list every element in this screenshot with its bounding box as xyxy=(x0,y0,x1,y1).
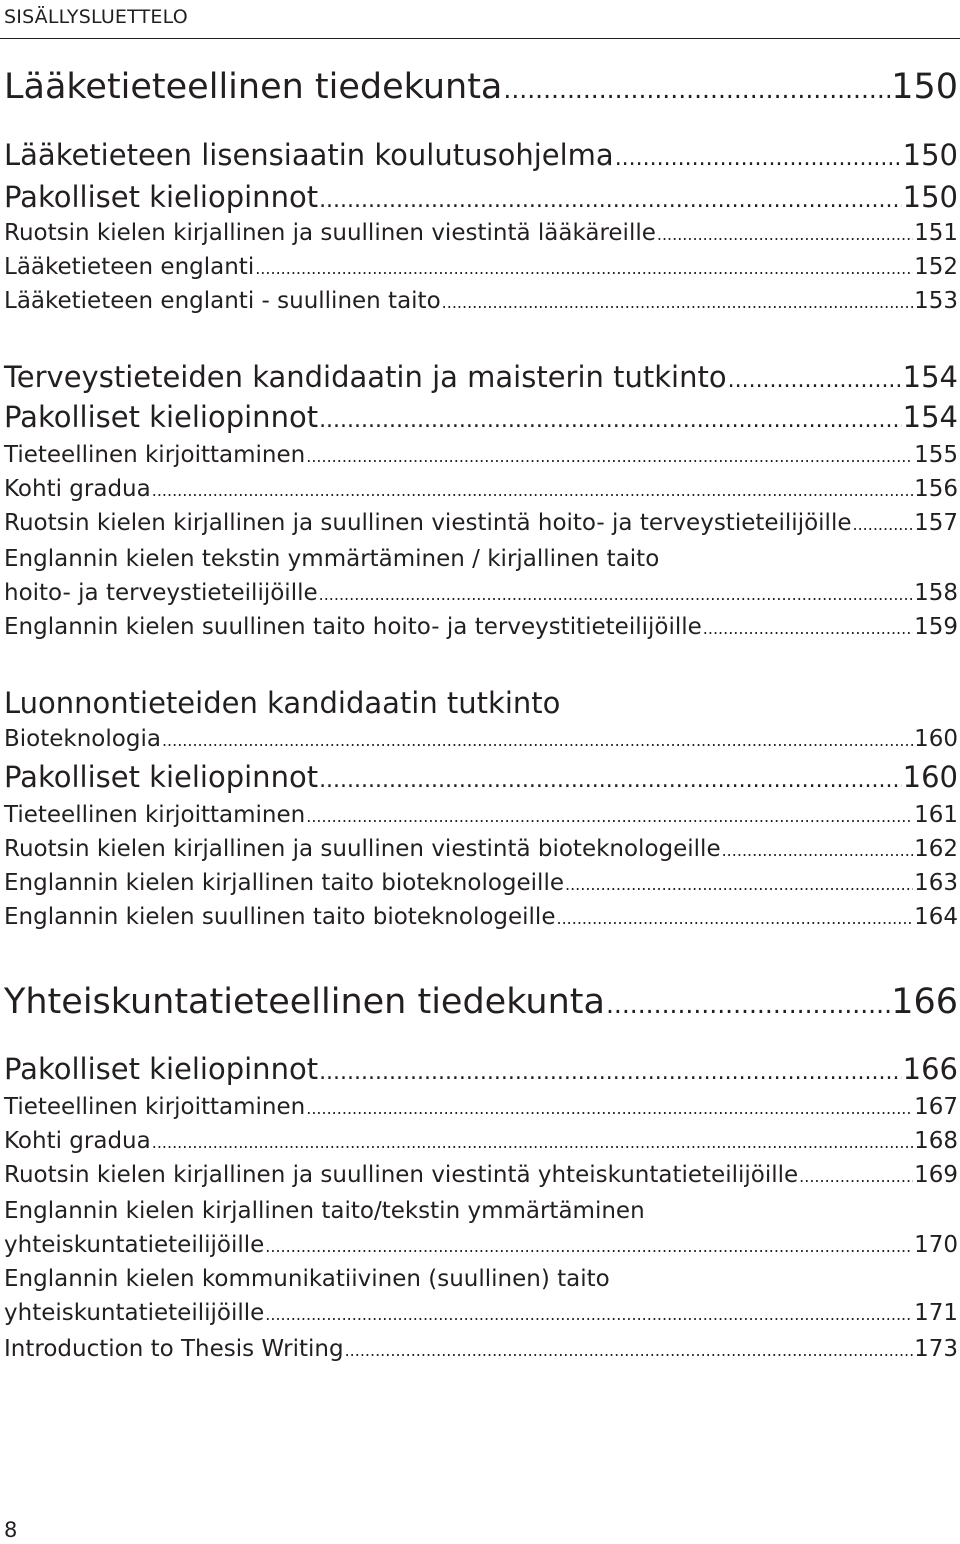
toc-entry-tieteellinen-3[interactable] xyxy=(4,1094,958,1120)
dot-leader xyxy=(853,515,914,534)
toc-entry-title: Kohti gradua xyxy=(4,476,151,502)
toc-entry-title: Ruotsin kielen kirjallinen ja suullinen viestintä yhteiskuntatieteilijöille xyxy=(4,1162,799,1188)
header-rule xyxy=(0,38,960,39)
dot-leader xyxy=(503,75,890,104)
toc-entry-page: 161 xyxy=(914,802,958,828)
toc-entry-bioteknologia[interactable] xyxy=(4,726,958,752)
toc-entry-ruotsi-bio[interactable] xyxy=(4,836,958,862)
dot-leader xyxy=(306,447,913,466)
dot-leader xyxy=(442,293,913,312)
toc-entry-title: Tieteellinen kirjoittaminen xyxy=(4,802,306,828)
toc-entry-page: 171 xyxy=(914,1300,958,1326)
toc-entry-title: Lääketieteen englanti - suullinen taito xyxy=(4,288,441,314)
toc-entry-title: Introduction to Thesis Writing xyxy=(4,1336,344,1362)
toc-entry-line: Englannin kielen kirjallinen taito/tekstin ymmärtäminen xyxy=(4,1198,645,1224)
toc-entry-pakolliset-4[interactable] xyxy=(4,1052,958,1086)
toc-entry-page: 154 xyxy=(902,400,958,434)
toc-entry-page: 162 xyxy=(914,836,958,862)
toc-entry-page: 167 xyxy=(914,1094,958,1120)
dot-leader xyxy=(152,1133,913,1152)
toc-entry-pakolliset-2[interactable] xyxy=(4,400,958,434)
dot-leader xyxy=(306,1099,913,1118)
toc-entry-page: 150 xyxy=(902,138,958,172)
toc-entry-title: Pakolliset kieliopinnot xyxy=(4,180,319,214)
toc-entry-title: Tieteellinen kirjoittaminen xyxy=(4,442,306,468)
toc-entry-page: 157 xyxy=(914,510,958,536)
dot-leader xyxy=(319,585,913,604)
toc-entry-lisensiaatti[interactable] xyxy=(4,138,958,172)
dot-leader xyxy=(657,225,913,244)
toc-entry-faculty-social[interactable] xyxy=(4,982,958,1022)
toc-entry-pakolliset-3[interactable] xyxy=(4,760,958,794)
toc-entry-page: 150 xyxy=(891,67,958,107)
toc-entry-englanti-kommunikatiivinen[interactable] xyxy=(4,1300,958,1326)
toc-entry-page: 151 xyxy=(914,220,958,246)
toc-entry-laaketieteen-englanti[interactable] xyxy=(4,254,958,280)
toc-entry-page: 153 xyxy=(914,288,958,314)
dot-leader xyxy=(319,1060,902,1085)
toc-entry-title: Englannin kielen suullinen taito hoito- ja terveystitieteilijöille xyxy=(4,614,702,640)
toc-entry-page: 166 xyxy=(891,982,958,1022)
toc-entry-pakolliset-1[interactable] xyxy=(4,180,958,214)
toc-entry-title: Kohti gradua xyxy=(4,1128,151,1154)
toc-entry-title: Englannin kielen suullinen taito bioteknologeille xyxy=(4,904,556,930)
toc-entry-englanti-suullinen[interactable] xyxy=(4,288,958,314)
toc-entry-englanti-suullinen-hoito[interactable] xyxy=(4,614,958,640)
toc-entry-page: 160 xyxy=(914,726,958,752)
dot-leader xyxy=(255,259,913,278)
dot-leader xyxy=(345,1341,914,1360)
toc-entry-faculty-medicine[interactable] xyxy=(4,67,958,107)
toc-entry-title: Lääketieteellinen tiedekunta xyxy=(4,67,503,107)
section-header: SISÄLLYSLUETTELO xyxy=(4,6,188,28)
toc-entry-ruotsi-yhteiskunta[interactable] xyxy=(4,1162,958,1188)
toc-entry-title: Yhteiskuntatieteellinen tiedekunta xyxy=(4,982,605,1022)
toc-entry-tieteellinen-1[interactable] xyxy=(4,442,958,468)
dot-leader xyxy=(319,768,902,793)
toc-heading-luonnontieteet: Luonnontieteiden kandidaatin tutkinto xyxy=(4,686,561,720)
toc-entry-title: Ruotsin kielen kirjallinen ja suullinen viestintä lääkäreille xyxy=(4,220,656,246)
toc-entry-title: Lääketieteen lisensiaatin koulutusohjelma xyxy=(4,138,614,172)
toc-entry-page: 159 xyxy=(914,614,958,640)
toc-entry-page: 152 xyxy=(914,254,958,280)
toc-entry-englanti-teksti-hoito[interactable] xyxy=(4,580,958,606)
toc-entry-page: 156 xyxy=(914,476,958,502)
dot-leader xyxy=(265,1237,913,1256)
toc-entry-title: yhteiskuntatieteilijöille xyxy=(4,1232,265,1258)
dot-leader xyxy=(565,875,913,894)
toc-entry-title: hoito- ja terveystieteilijöille xyxy=(4,580,318,606)
toc-entry-page: 155 xyxy=(914,442,958,468)
dot-leader xyxy=(556,909,913,928)
toc-entry-thesis-writing[interactable] xyxy=(4,1336,958,1362)
dot-leader xyxy=(306,807,913,826)
toc-entry-title: Pakolliset kieliopinnot xyxy=(4,760,319,794)
toc-entry-page: 150 xyxy=(902,180,958,214)
dot-leader xyxy=(152,481,913,500)
toc-entry-page: 154 xyxy=(902,360,958,394)
dot-leader xyxy=(162,731,913,750)
dot-leader xyxy=(319,408,902,433)
toc-entry-ruotsi-hoito[interactable] xyxy=(4,510,958,536)
toc-entry-page: 170 xyxy=(914,1232,958,1258)
page-number: 8 xyxy=(4,1518,18,1542)
toc-entry-title: yhteiskuntatieteilijöille xyxy=(4,1300,265,1326)
toc-entry-englanti-kirjallinen-bio[interactable] xyxy=(4,870,958,896)
dot-leader xyxy=(606,990,890,1019)
toc-entry-ruotsi-laakarit[interactable] xyxy=(4,220,958,246)
toc-entry-title: Pakolliset kieliopinnot xyxy=(4,400,319,434)
toc-entry-title: Ruotsin kielen kirjallinen ja suullinen viestintä bioteknologeille xyxy=(4,836,721,862)
toc-entry-page: 173 xyxy=(914,1336,958,1362)
toc-entry-tieteellinen-2[interactable] xyxy=(4,802,958,828)
toc-entry-title: Englannin kielen kirjallinen taito bioteknologeille xyxy=(4,870,564,896)
toc-entry-page: 168 xyxy=(914,1128,958,1154)
toc-entry-title: Lääketieteen englanti xyxy=(4,254,255,280)
toc-entry-title: Terveystieteiden kandidaatin ja maisterin tutkinto xyxy=(4,360,727,394)
toc-entry-englanti-kirjallinen-yhteiskunta[interactable] xyxy=(4,1232,958,1258)
dot-leader xyxy=(728,368,902,393)
toc-entry-page: 158 xyxy=(914,580,958,606)
toc-entry-englanti-suullinen-bio[interactable] xyxy=(4,904,958,930)
dot-leader xyxy=(615,146,902,171)
toc-entry-line: Englannin kielen kommunikatiivinen (suullinen) taito xyxy=(4,1266,610,1292)
toc-entry-title: Bioteknologia xyxy=(4,726,161,752)
toc-entry-page: 160 xyxy=(902,760,958,794)
dot-leader xyxy=(799,1167,913,1186)
toc-entry-title: Tieteellinen kirjoittaminen xyxy=(4,1094,306,1120)
dot-leader xyxy=(722,841,914,860)
toc-entry-page: 166 xyxy=(902,1052,958,1086)
toc-entry-line: Englannin kielen tekstin ymmärtäminen / kirjallinen taito xyxy=(4,546,660,572)
toc-entry-page: 169 xyxy=(914,1162,958,1188)
toc-entry-page: 164 xyxy=(914,904,958,930)
dot-leader xyxy=(265,1305,913,1324)
dot-leader xyxy=(319,188,902,213)
toc-entry-kohti-gradua-1[interactable] xyxy=(4,476,958,502)
toc-entry-kohti-gradua-2[interactable] xyxy=(4,1128,958,1154)
toc-entry-title: Pakolliset kieliopinnot xyxy=(4,1052,319,1086)
toc-entry-title: Ruotsin kielen kirjallinen ja suullinen viestintä hoito- ja terveystieteilijöille xyxy=(4,510,852,536)
dot-leader xyxy=(703,619,913,638)
toc-entry-page: 163 xyxy=(914,870,958,896)
toc-entry-terveystieteet[interactable] xyxy=(4,360,958,394)
